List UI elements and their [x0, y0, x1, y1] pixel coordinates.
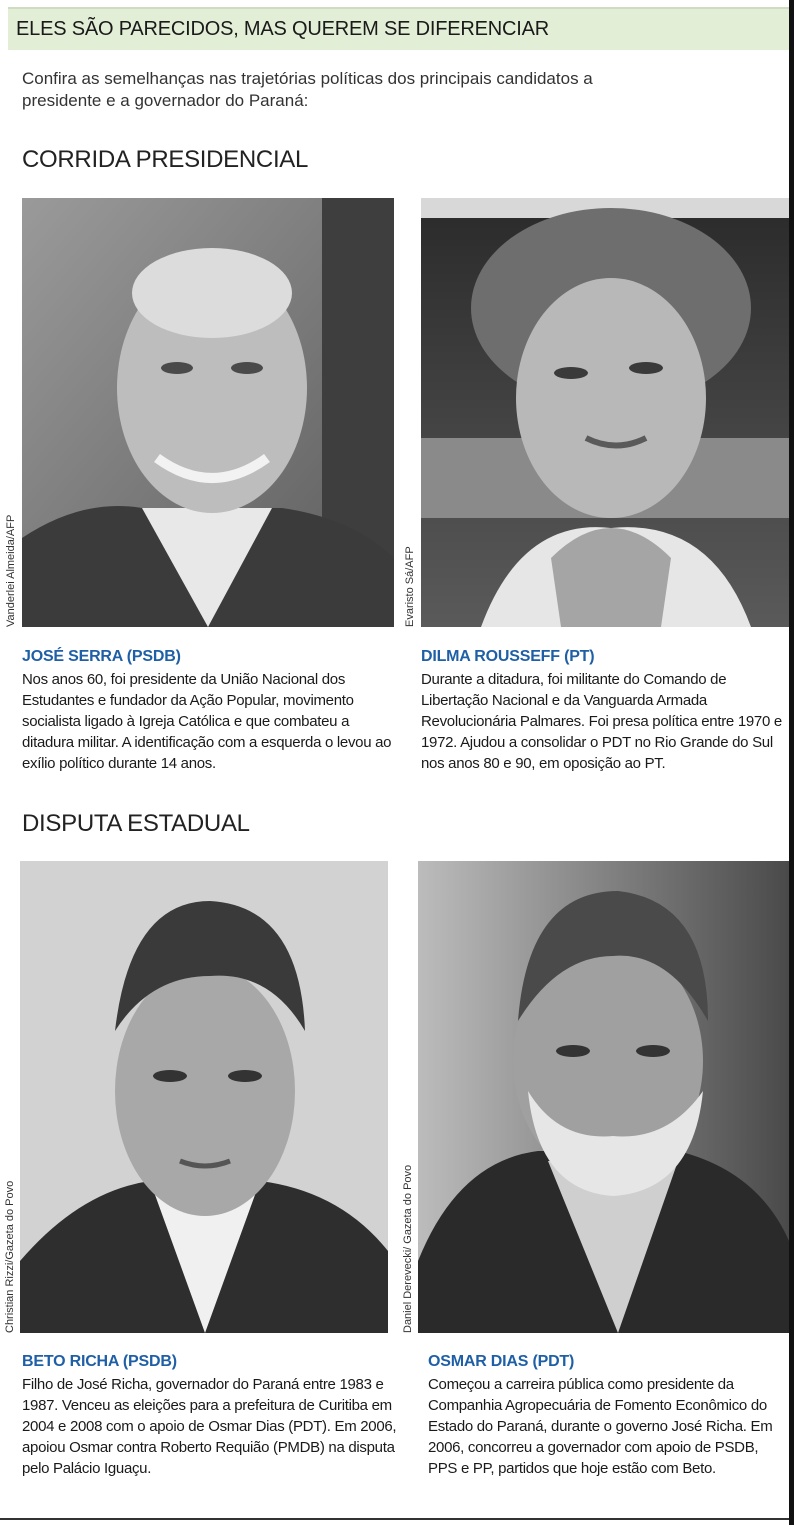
candidate-name: JOSÉ SERRA (PSDB) — [22, 648, 181, 665]
photo-beto-richa — [20, 861, 388, 1333]
photo-dilma-rousseff — [421, 198, 789, 627]
photo-jose-serra — [22, 198, 394, 627]
right-edge-rule — [789, 0, 794, 1525]
photo-credit: Christian Rizzi/Gazeta do Povo — [4, 1180, 16, 1333]
candidate-bio: Começou a carreira pública como presidente da Companhia Agropecuária de Fomento Econômico do Estado do Paraná, durante o governo José Richa. Em 2006, concorreu a governador com apoio de PSDB, PPS e PP, partidos que hoje estão com Beto. — [428, 1376, 773, 1477]
photo-osmar-dias — [418, 861, 789, 1333]
photo-credit: Evaristo Sá/AFP — [404, 546, 416, 627]
header-bar — [8, 7, 789, 50]
candidate-bio: Durante a ditadura, foi militante do Comando de Libertação Nacional e da Vanguarda Armada Revolucionária Palmares. Foi presa política entre 1970 e 1972. Ajudou a consolidar o PDT no Rio Grande do Sul nos anos 80 e 90, em oposição ao PT. — [421, 671, 782, 772]
candidate-bio: Nos anos 60, foi presidente da União Nacional dos Estudantes e fundador da Ação Popular, movimento socialista ligado à Igreja Católica e que combateu a ditadura militar. A identificação com a esquerda o levou ao exílio político durante 14 anos. — [22, 671, 392, 772]
intro-text: Confira as semelhanças nas trajetórias políticas dos principais candidatos a presidente e a governador do Paraná: — [22, 69, 593, 110]
photo-credit: Vanderlei Almeida/AFP — [5, 514, 17, 627]
header-title: ELES SÃO PARECIDOS, MAS QUEREM SE DIFERENCIAR — [16, 18, 549, 40]
candidate-name: BETO RICHA (PSDB) — [22, 1353, 177, 1370]
candidate-name: OSMAR DIAS (PDT) — [428, 1353, 575, 1370]
section-title-state: DISPUTA ESTADUAL — [22, 810, 250, 837]
bottom-rule — [0, 1518, 789, 1520]
candidate-name: DILMA ROUSSEFF (PT) — [421, 648, 595, 665]
candidate-bio: Filho de José Richa, governador do Paraná entre 1983 e 1987. Venceu as eleições para a prefeitura de Curitiba em 2004 e 2008 com o apoio de Osmar Dias (PDT). Em 2006, apoiou Osmar contra Roberto Requião (PMDB) na disputa pelo Palácio Iguaçu. — [22, 1376, 397, 1477]
photo-credit: Daniel Derevecki/ Gazeta do Povo — [402, 1164, 414, 1333]
section-title-presidential: CORRIDA PRESIDENCIAL — [22, 146, 309, 173]
